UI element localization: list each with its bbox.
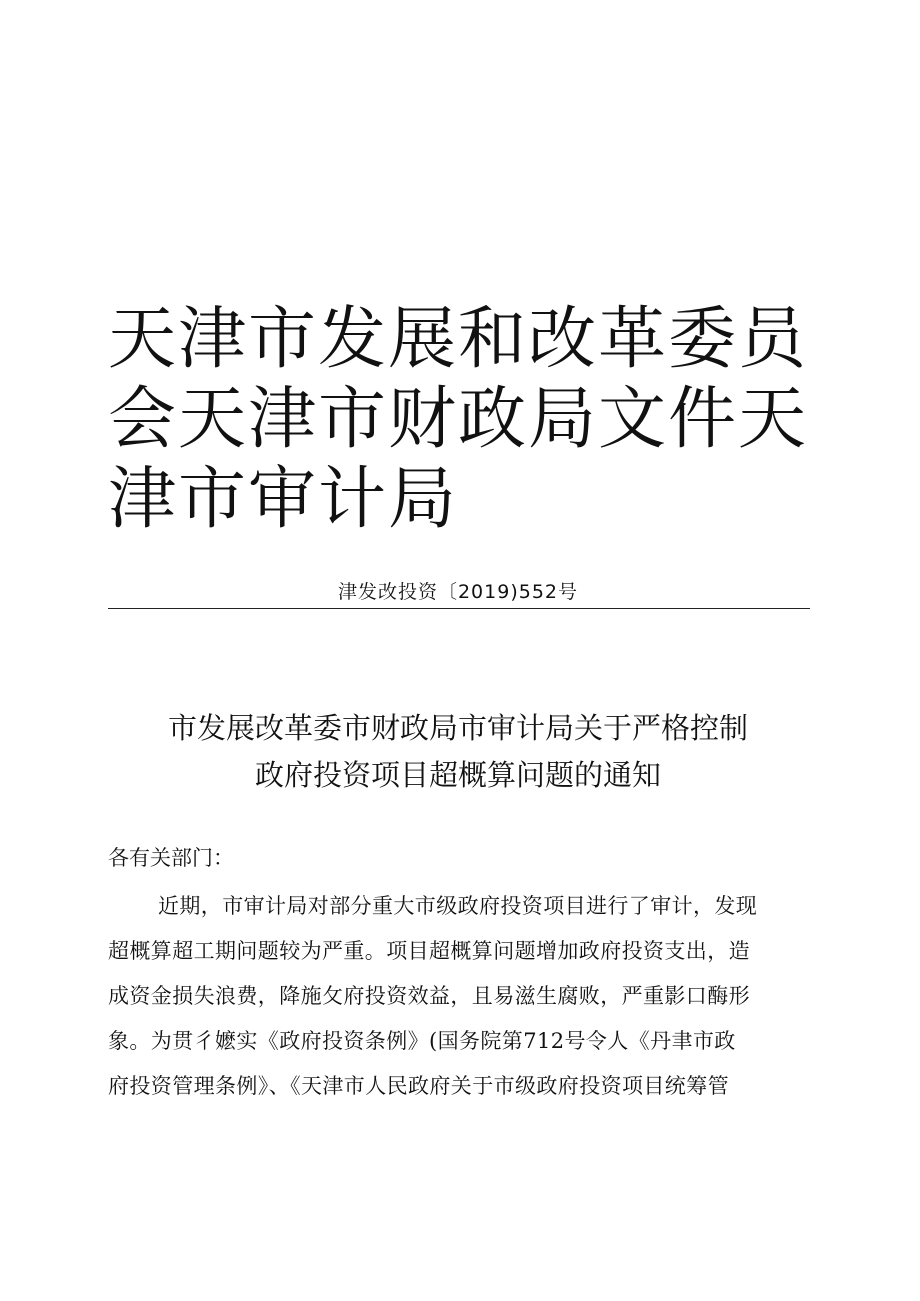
issuing-agencies-header — [108, 300, 809, 540]
body-line: 象。为贯彳嬷实《政府投资条例》(国务院第712号令人《丹聿市政 — [108, 1029, 736, 1053]
notice-title-line-2: 政府投资项目超概算问题的通知 — [254, 758, 661, 792]
header-line-1: 天津市发展和改革委员 — [108, 300, 809, 379]
body-line: 超概算超工期问题较为严重。项目超概算问题增加政府投资支出，造 — [108, 939, 750, 963]
body-line: 府投资管理条例》、《天津市人民政府关于市级政府投资项目统筹管 — [108, 1074, 729, 1098]
header-line-2: 会天津市财政局文件天 — [108, 380, 809, 459]
document-number: 津发改投资〔2019)552号 — [337, 581, 579, 603]
body-line: 成资金损失浪费，降施攵府投资效益，且易滋生腐败，严重影口酶形 — [108, 984, 750, 1008]
notice-title-line-1: 市发展改革委市财政局市审计局关于严格控制 — [167, 711, 748, 745]
body-line: 近期，市审计局对部分重大市级政府投资项目进行了审计，发现 — [158, 894, 758, 918]
notice-title — [108, 705, 808, 799]
header-divider — [108, 608, 810, 609]
header-line-3: 津市审计局 — [108, 460, 459, 539]
body-paragraph — [108, 884, 820, 1109]
salutation: 各有关部门： — [108, 846, 234, 870]
